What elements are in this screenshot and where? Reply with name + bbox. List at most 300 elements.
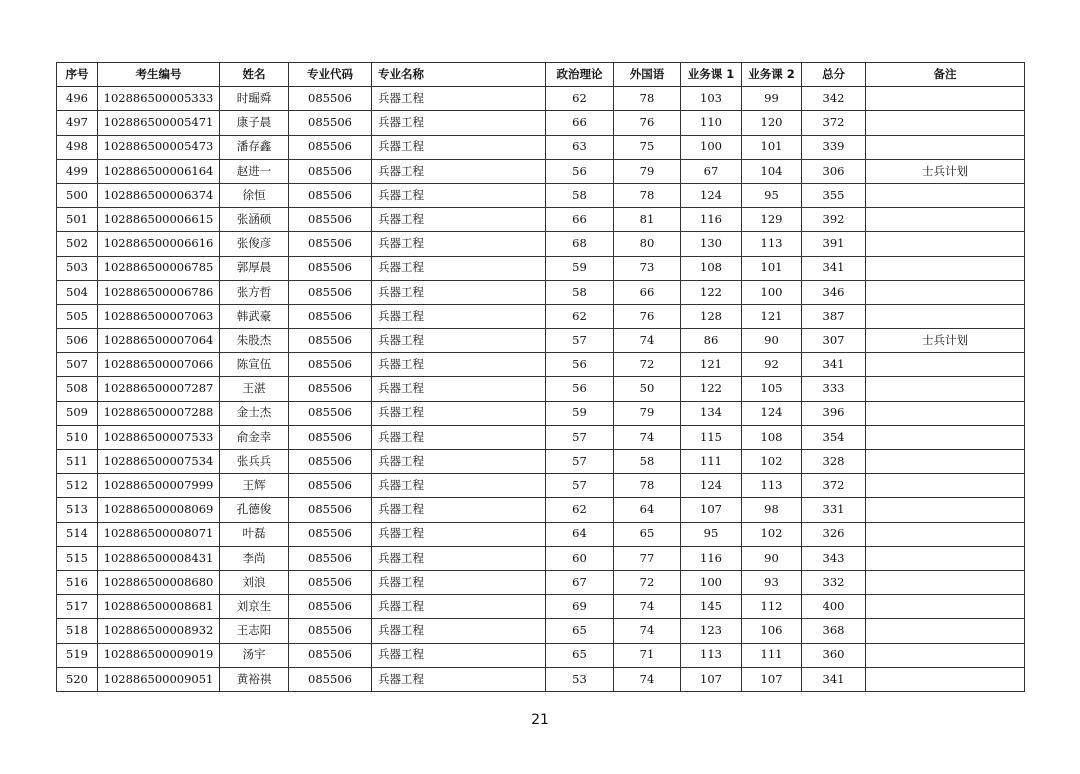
header-major-name: 专业名称 <box>372 63 546 87</box>
cell-major-name: 兵器工程 <box>372 232 546 256</box>
cell-name: 刘浪 <box>220 570 289 594</box>
cell-name: 时镼舜 <box>220 87 289 111</box>
header-remarks: 备注 <box>866 63 1025 87</box>
cell-name: 朱股杰 <box>220 329 289 353</box>
cell-name: 韩武豪 <box>220 304 289 328</box>
cell-name: 王湛 <box>220 377 289 401</box>
cell-course-1: 134 <box>681 401 742 425</box>
cell-seq: 519 <box>57 643 98 667</box>
cell-major-code: 085506 <box>289 595 372 619</box>
cell-candidate-id: 102886500008071 <box>98 522 220 546</box>
cell-foreign-language: 78 <box>614 87 681 111</box>
cell-total: 307 <box>802 329 866 353</box>
table-row <box>57 377 1025 401</box>
cell-seq: 509 <box>57 401 98 425</box>
cell-course-2: 124 <box>742 401 802 425</box>
cell-foreign-language: 77 <box>614 546 681 570</box>
cell-candidate-id: 102886500006374 <box>98 183 220 207</box>
cell-major-code: 085506 <box>289 498 372 522</box>
cell-major-name: 兵器工程 <box>372 111 546 135</box>
cell-politics: 56 <box>546 353 614 377</box>
cell-politics: 65 <box>546 643 614 667</box>
cell-total: 368 <box>802 619 866 643</box>
cell-name: 赵进一 <box>220 159 289 183</box>
cell-remarks <box>866 595 1025 619</box>
cell-politics: 69 <box>546 595 614 619</box>
table-row <box>57 522 1025 546</box>
table-row <box>57 643 1025 667</box>
cell-total: 306 <box>802 159 866 183</box>
cell-course-2: 107 <box>742 667 802 691</box>
cell-major-name: 兵器工程 <box>372 377 546 401</box>
cell-major-name: 兵器工程 <box>372 619 546 643</box>
cell-seq: 506 <box>57 329 98 353</box>
cell-seq: 497 <box>57 111 98 135</box>
cell-major-code: 085506 <box>289 304 372 328</box>
cell-name: 徐恒 <box>220 183 289 207</box>
cell-name: 俞金幸 <box>220 425 289 449</box>
cell-foreign-language: 64 <box>614 498 681 522</box>
cell-foreign-language: 75 <box>614 135 681 159</box>
cell-candidate-id: 102886500006785 <box>98 256 220 280</box>
cell-remarks <box>866 232 1025 256</box>
cell-total: 387 <box>802 304 866 328</box>
cell-major-name: 兵器工程 <box>372 522 546 546</box>
cell-major-code: 085506 <box>289 619 372 643</box>
cell-politics: 58 <box>546 183 614 207</box>
cell-major-code: 085506 <box>289 87 372 111</box>
cell-politics: 63 <box>546 135 614 159</box>
cell-total: 360 <box>802 643 866 667</box>
cell-course-2: 105 <box>742 377 802 401</box>
cell-foreign-language: 74 <box>614 595 681 619</box>
cell-remarks <box>866 474 1025 498</box>
cell-remarks <box>866 135 1025 159</box>
cell-course-2: 102 <box>742 450 802 474</box>
cell-foreign-language: 73 <box>614 256 681 280</box>
cell-seq: 507 <box>57 353 98 377</box>
cell-candidate-id: 102886500008431 <box>98 546 220 570</box>
cell-remarks <box>866 546 1025 570</box>
cell-total: 400 <box>802 595 866 619</box>
cell-major-name: 兵器工程 <box>372 425 546 449</box>
cell-foreign-language: 79 <box>614 159 681 183</box>
cell-course-1: 116 <box>681 208 742 232</box>
cell-major-name: 兵器工程 <box>372 401 546 425</box>
cell-seq: 515 <box>57 546 98 570</box>
table-row <box>57 256 1025 280</box>
cell-candidate-id: 102886500007288 <box>98 401 220 425</box>
cell-foreign-language: 74 <box>614 425 681 449</box>
cell-course-1: 145 <box>681 595 742 619</box>
cell-candidate-id: 102886500008069 <box>98 498 220 522</box>
cell-remarks <box>866 570 1025 594</box>
cell-major-name: 兵器工程 <box>372 208 546 232</box>
header-candidate-id: 考生编号 <box>98 63 220 87</box>
cell-seq: 511 <box>57 450 98 474</box>
cell-remarks <box>866 619 1025 643</box>
cell-foreign-language: 76 <box>614 304 681 328</box>
cell-major-code: 085506 <box>289 232 372 256</box>
cell-candidate-id: 102886500005473 <box>98 135 220 159</box>
cell-total: 342 <box>802 87 866 111</box>
cell-course-2: 101 <box>742 135 802 159</box>
cell-seq: 520 <box>57 667 98 691</box>
table-row <box>57 546 1025 570</box>
cell-major-name: 兵器工程 <box>372 546 546 570</box>
cell-candidate-id: 102886500007999 <box>98 474 220 498</box>
table-row <box>57 450 1025 474</box>
cell-foreign-language: 72 <box>614 353 681 377</box>
cell-seq: 517 <box>57 595 98 619</box>
cell-course-2: 120 <box>742 111 802 135</box>
cell-course-1: 124 <box>681 474 742 498</box>
cell-seq: 518 <box>57 619 98 643</box>
cell-total: 331 <box>802 498 866 522</box>
cell-total: 396 <box>802 401 866 425</box>
cell-candidate-id: 102886500006786 <box>98 280 220 304</box>
cell-seq: 501 <box>57 208 98 232</box>
cell-name: 潘存鑫 <box>220 135 289 159</box>
table-row <box>57 135 1025 159</box>
cell-seq: 500 <box>57 183 98 207</box>
cell-total: 341 <box>802 256 866 280</box>
cell-name: 王辉 <box>220 474 289 498</box>
cell-politics: 58 <box>546 280 614 304</box>
cell-name: 王志阳 <box>220 619 289 643</box>
cell-candidate-id: 102886500007533 <box>98 425 220 449</box>
table-body <box>57 87 1025 692</box>
cell-course-1: 116 <box>681 546 742 570</box>
cell-course-1: 124 <box>681 183 742 207</box>
cell-foreign-language: 80 <box>614 232 681 256</box>
cell-candidate-id: 102886500005333 <box>98 87 220 111</box>
cell-candidate-id: 102886500005471 <box>98 111 220 135</box>
cell-major-code: 085506 <box>289 546 372 570</box>
cell-total: 392 <box>802 208 866 232</box>
page-number: 21 <box>531 712 549 728</box>
cell-remarks <box>866 643 1025 667</box>
cell-foreign-language: 78 <box>614 474 681 498</box>
cell-major-code: 085506 <box>289 256 372 280</box>
cell-course-1: 115 <box>681 425 742 449</box>
cell-major-name: 兵器工程 <box>372 595 546 619</box>
cell-name: 黄裕祺 <box>220 667 289 691</box>
cell-seq: 510 <box>57 425 98 449</box>
cell-remarks <box>866 522 1025 546</box>
cell-name: 刘京生 <box>220 595 289 619</box>
cell-major-name: 兵器工程 <box>372 667 546 691</box>
cell-remarks <box>866 280 1025 304</box>
cell-politics: 57 <box>546 425 614 449</box>
cell-candidate-id: 102886500008932 <box>98 619 220 643</box>
cell-course-1: 128 <box>681 304 742 328</box>
cell-course-1: 86 <box>681 329 742 353</box>
cell-course-2: 113 <box>742 474 802 498</box>
cell-course-1: 113 <box>681 643 742 667</box>
cell-foreign-language: 65 <box>614 522 681 546</box>
cell-course-1: 108 <box>681 256 742 280</box>
cell-remarks <box>866 498 1025 522</box>
cell-remarks <box>866 183 1025 207</box>
cell-politics: 68 <box>546 232 614 256</box>
header-major-code: 专业代码 <box>289 63 372 87</box>
cell-major-code: 085506 <box>289 474 372 498</box>
cell-course-2: 90 <box>742 329 802 353</box>
cell-major-code: 085506 <box>289 183 372 207</box>
cell-major-name: 兵器工程 <box>372 183 546 207</box>
cell-course-1: 121 <box>681 353 742 377</box>
cell-foreign-language: 81 <box>614 208 681 232</box>
table-row <box>57 595 1025 619</box>
cell-foreign-language: 72 <box>614 570 681 594</box>
cell-remarks <box>866 111 1025 135</box>
cell-major-code: 085506 <box>289 643 372 667</box>
cell-major-name: 兵器工程 <box>372 159 546 183</box>
cell-major-code: 085506 <box>289 329 372 353</box>
cell-candidate-id: 102886500006164 <box>98 159 220 183</box>
cell-foreign-language: 58 <box>614 450 681 474</box>
cell-course-2: 121 <box>742 304 802 328</box>
table-row <box>57 425 1025 449</box>
cell-politics: 66 <box>546 111 614 135</box>
cell-politics: 65 <box>546 619 614 643</box>
cell-course-2: 101 <box>742 256 802 280</box>
cell-course-2: 104 <box>742 159 802 183</box>
cell-total: 328 <box>802 450 866 474</box>
cell-total: 372 <box>802 111 866 135</box>
cell-major-name: 兵器工程 <box>372 498 546 522</box>
cell-candidate-id: 102886500007066 <box>98 353 220 377</box>
cell-candidate-id: 102886500009019 <box>98 643 220 667</box>
table-row <box>57 667 1025 691</box>
table-row <box>57 498 1025 522</box>
cell-course-2: 113 <box>742 232 802 256</box>
cell-major-name: 兵器工程 <box>372 353 546 377</box>
table-row <box>57 329 1025 353</box>
cell-major-code: 085506 <box>289 353 372 377</box>
cell-course-1: 67 <box>681 159 742 183</box>
cell-foreign-language: 71 <box>614 643 681 667</box>
cell-remarks <box>866 87 1025 111</box>
cell-course-2: 99 <box>742 87 802 111</box>
cell-course-2: 98 <box>742 498 802 522</box>
cell-total: 333 <box>802 377 866 401</box>
cell-course-1: 95 <box>681 522 742 546</box>
cell-course-1: 100 <box>681 570 742 594</box>
cell-major-code: 085506 <box>289 450 372 474</box>
cell-candidate-id: 102886500008680 <box>98 570 220 594</box>
cell-remarks <box>866 377 1025 401</box>
cell-total: 355 <box>802 183 866 207</box>
cell-course-2: 106 <box>742 619 802 643</box>
cell-total: 372 <box>802 474 866 498</box>
cell-name: 康子晨 <box>220 111 289 135</box>
table-header-row <box>57 63 1025 87</box>
cell-major-code: 085506 <box>289 425 372 449</box>
cell-politics: 60 <box>546 546 614 570</box>
cell-course-2: 93 <box>742 570 802 594</box>
cell-politics: 57 <box>546 474 614 498</box>
cell-candidate-id: 102886500007063 <box>98 304 220 328</box>
cell-remarks <box>866 353 1025 377</box>
cell-candidate-id: 102886500006615 <box>98 208 220 232</box>
cell-remarks <box>866 450 1025 474</box>
table-row <box>57 570 1025 594</box>
cell-name: 李尚 <box>220 546 289 570</box>
cell-total: 326 <box>802 522 866 546</box>
cell-remarks <box>866 425 1025 449</box>
table-row <box>57 353 1025 377</box>
cell-candidate-id: 102886500007534 <box>98 450 220 474</box>
table-row <box>57 159 1025 183</box>
document-page <box>56 62 1025 692</box>
cell-major-code: 085506 <box>289 522 372 546</box>
cell-major-code: 085506 <box>289 111 372 135</box>
cell-name: 陈宣伍 <box>220 353 289 377</box>
cell-seq: 504 <box>57 280 98 304</box>
table-row <box>57 304 1025 328</box>
cell-seq: 505 <box>57 304 98 328</box>
header-name: 姓名 <box>220 63 289 87</box>
cell-total: 341 <box>802 667 866 691</box>
cell-total: 354 <box>802 425 866 449</box>
cell-remarks <box>866 401 1025 425</box>
cell-major-name: 兵器工程 <box>372 570 546 594</box>
cell-candidate-id: 102886500008681 <box>98 595 220 619</box>
cell-course-2: 111 <box>742 643 802 667</box>
cell-total: 341 <box>802 353 866 377</box>
cell-foreign-language: 50 <box>614 377 681 401</box>
cell-name: 金士杰 <box>220 401 289 425</box>
header-seq: 序号 <box>57 63 98 87</box>
cell-course-1: 122 <box>681 280 742 304</box>
cell-foreign-language: 76 <box>614 111 681 135</box>
cell-seq: 512 <box>57 474 98 498</box>
cell-course-1: 100 <box>681 135 742 159</box>
cell-name: 叶磊 <box>220 522 289 546</box>
cell-seq: 503 <box>57 256 98 280</box>
cell-course-1: 103 <box>681 87 742 111</box>
cell-politics: 64 <box>546 522 614 546</box>
cell-major-name: 兵器工程 <box>372 87 546 111</box>
cell-seq: 498 <box>57 135 98 159</box>
cell-politics: 53 <box>546 667 614 691</box>
cell-major-code: 085506 <box>289 401 372 425</box>
cell-major-name: 兵器工程 <box>372 474 546 498</box>
cell-major-name: 兵器工程 <box>372 135 546 159</box>
cell-major-code: 085506 <box>289 135 372 159</box>
cell-politics: 62 <box>546 87 614 111</box>
cell-name: 张俊彦 <box>220 232 289 256</box>
cell-remarks: 士兵计划 <box>866 159 1025 183</box>
cell-total: 339 <box>802 135 866 159</box>
cell-major-code: 085506 <box>289 377 372 401</box>
table-row <box>57 232 1025 256</box>
cell-major-code: 085506 <box>289 208 372 232</box>
header-foreign-language: 外国语 <box>614 63 681 87</box>
cell-name: 孔德俊 <box>220 498 289 522</box>
cell-foreign-language: 79 <box>614 401 681 425</box>
cell-name: 张兵兵 <box>220 450 289 474</box>
cell-total: 391 <box>802 232 866 256</box>
header-politics: 政治理论 <box>546 63 614 87</box>
cell-course-2: 108 <box>742 425 802 449</box>
table-row <box>57 183 1025 207</box>
cell-total: 346 <box>802 280 866 304</box>
cell-course-1: 123 <box>681 619 742 643</box>
cell-politics: 56 <box>546 159 614 183</box>
cell-course-1: 111 <box>681 450 742 474</box>
cell-candidate-id: 102886500007064 <box>98 329 220 353</box>
header-course-2: 业务课 2 <box>742 63 802 87</box>
cell-total: 332 <box>802 570 866 594</box>
cell-politics: 59 <box>546 401 614 425</box>
admission-table <box>56 62 1025 692</box>
cell-seq: 513 <box>57 498 98 522</box>
table-row <box>57 401 1025 425</box>
cell-course-2: 90 <box>742 546 802 570</box>
header-total: 总分 <box>802 63 866 87</box>
table-row <box>57 474 1025 498</box>
cell-major-code: 085506 <box>289 570 372 594</box>
cell-politics: 67 <box>546 570 614 594</box>
cell-politics: 57 <box>546 450 614 474</box>
cell-remarks <box>866 256 1025 280</box>
cell-course-1: 107 <box>681 667 742 691</box>
cell-course-2: 95 <box>742 183 802 207</box>
cell-foreign-language: 74 <box>614 619 681 643</box>
cell-total: 343 <box>802 546 866 570</box>
table-row <box>57 208 1025 232</box>
cell-major-name: 兵器工程 <box>372 329 546 353</box>
cell-course-1: 130 <box>681 232 742 256</box>
table-row <box>57 280 1025 304</box>
cell-seq: 516 <box>57 570 98 594</box>
table-row <box>57 111 1025 135</box>
cell-foreign-language: 74 <box>614 667 681 691</box>
cell-course-2: 112 <box>742 595 802 619</box>
cell-candidate-id: 102886500007287 <box>98 377 220 401</box>
cell-major-name: 兵器工程 <box>372 304 546 328</box>
cell-course-2: 92 <box>742 353 802 377</box>
cell-course-2: 129 <box>742 208 802 232</box>
cell-foreign-language: 66 <box>614 280 681 304</box>
header-course-1: 业务课 1 <box>681 63 742 87</box>
cell-seq: 496 <box>57 87 98 111</box>
cell-major-code: 085506 <box>289 159 372 183</box>
cell-seq: 502 <box>57 232 98 256</box>
cell-politics: 59 <box>546 256 614 280</box>
cell-major-name: 兵器工程 <box>372 280 546 304</box>
cell-remarks <box>866 304 1025 328</box>
cell-politics: 62 <box>546 498 614 522</box>
cell-course-1: 110 <box>681 111 742 135</box>
cell-seq: 514 <box>57 522 98 546</box>
cell-candidate-id: 102886500006616 <box>98 232 220 256</box>
cell-politics: 66 <box>546 208 614 232</box>
cell-politics: 62 <box>546 304 614 328</box>
cell-major-name: 兵器工程 <box>372 256 546 280</box>
cell-course-1: 107 <box>681 498 742 522</box>
cell-name: 汤宇 <box>220 643 289 667</box>
cell-major-name: 兵器工程 <box>372 450 546 474</box>
cell-course-2: 100 <box>742 280 802 304</box>
cell-remarks: 士兵计划 <box>866 329 1025 353</box>
cell-major-code: 085506 <box>289 667 372 691</box>
cell-foreign-language: 78 <box>614 183 681 207</box>
table-row <box>57 87 1025 111</box>
